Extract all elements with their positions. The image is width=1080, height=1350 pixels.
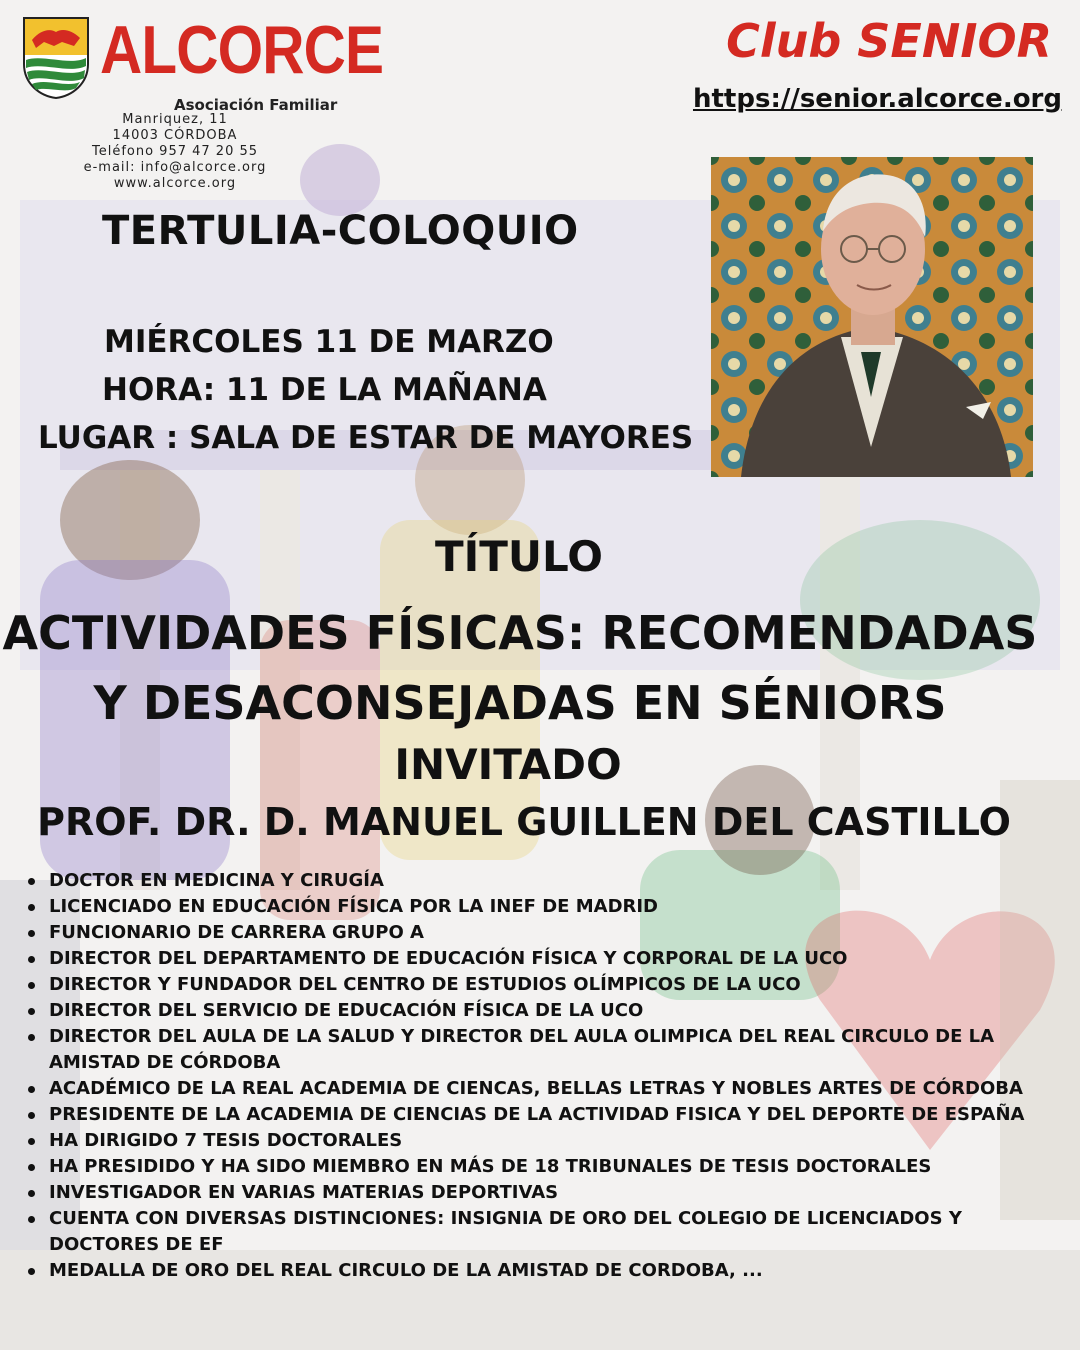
club-title: Club SENIOR	[726, 14, 1052, 68]
address-city: 14003 CÓRDOBA	[112, 128, 238, 143]
talk-title	[0, 598, 1040, 738]
list-item: MEDALLA DE ORO DEL REAL CIRCULO DE LA AMISTAD DE CORDOBA, ...	[28, 1258, 1058, 1284]
list-item: DIRECTOR Y FUNDADOR DEL CENTRO DE ESTUDIOS OLÍMPICOS DE LA UCO	[28, 972, 1058, 998]
event-place: LUGAR : SALA DE ESTAR DE MAYORES	[38, 420, 694, 456]
list-item: LICENCIADO EN EDUCACIÓN FÍSICA POR LA INEF DE MADRID	[28, 894, 1058, 920]
address-street: Manriquez, 11	[122, 112, 228, 127]
club-url-link[interactable]: https://senior.alcorce.org	[692, 84, 1062, 114]
address-website[interactable]: www.alcorce.org	[113, 176, 237, 191]
list-item: HA PRESIDIDO Y HA SIDO MIEMBRO EN MÁS DE 18 TRIBUNALES DE TESIS DOCTORALES	[28, 1154, 1058, 1180]
list-item: DIRECTOR DEL DEPARTAMENTO DE EDUCACIÓN FÍSICA Y CORPORAL DE LA UCO	[28, 946, 1058, 972]
address-phone: Teléfono 957 47 20 55	[91, 144, 259, 159]
alcorce-logo	[22, 12, 384, 114]
talk-title-line-2: Y DESACONSEJADAS EN SÉNIORS	[93, 676, 947, 730]
list-item: DOCTOR EN MEDICINA Y CIRUGÍA	[28, 868, 1058, 894]
list-item: PRESIDENTE DE LA ACADEMIA DE CIENCIAS DE LA ACTIVIDAD FISICA Y DEL DEPORTE DE ESPAÑA	[28, 1102, 1058, 1128]
brand-name: ALCORCE	[100, 12, 384, 88]
list-item: ACADÉMICO DE LA REAL ACADEMIA DE CIENCAS, BELLAS LETRAS Y NOBLES ARTES DE CÓRDOBA	[28, 1076, 1058, 1102]
list-item: CUENTA CON DIVERSAS DISTINCIONES: INSIGNIA DE ORO DEL COLEGIO DE LICENCIADOS Y DOCTORES DE EF	[28, 1206, 1058, 1258]
event-date: MIÉRCOLES 11 DE MARZO	[104, 324, 554, 360]
guest-credentials-list	[28, 868, 1058, 1284]
list-item: DIRECTOR DEL SERVICIO DE EDUCACIÓN FÍSICA DE LA UCO	[28, 998, 1058, 1024]
brand-subtitle: Asociación Familiar	[174, 96, 338, 114]
talk-title-line-1: ACTIVIDADES FÍSICAS: RECOMENDADAS	[2, 606, 1038, 660]
list-item: DIRECTOR DEL AULA DE LA SALUD Y DIRECTOR DEL AULA OLIMPICA DEL REAL CIRCULO DE LA AMISTAD DE CÓRDOBA	[28, 1024, 1058, 1076]
list-item: FUNCIONARIO DE CARRERA GRUPO A	[28, 920, 1058, 946]
guest-name: PROF. DR. D. MANUEL GUILLEN DEL CASTILLO	[37, 800, 1011, 844]
alcorce-shield-icon	[22, 16, 90, 100]
guest-label: INVITADO	[394, 740, 622, 789]
guest-photo	[711, 157, 1033, 477]
list-item: INVESTIGADOR EN VARIAS MATERIAS DEPORTIVAS	[28, 1180, 1058, 1206]
event-details	[0, 318, 694, 462]
contact-address	[60, 112, 290, 192]
event-type-heading: TERTULIA-COLOQUIO	[102, 208, 579, 254]
address-email[interactable]: e-mail: info@alcorce.org	[83, 160, 267, 175]
event-time: HORA: 11 DE LA MAÑANA	[102, 372, 547, 408]
talk-title-label: TÍTULO	[435, 532, 603, 581]
list-item: HA DIRIGIDO 7 TESIS DOCTORALES	[28, 1128, 1058, 1154]
